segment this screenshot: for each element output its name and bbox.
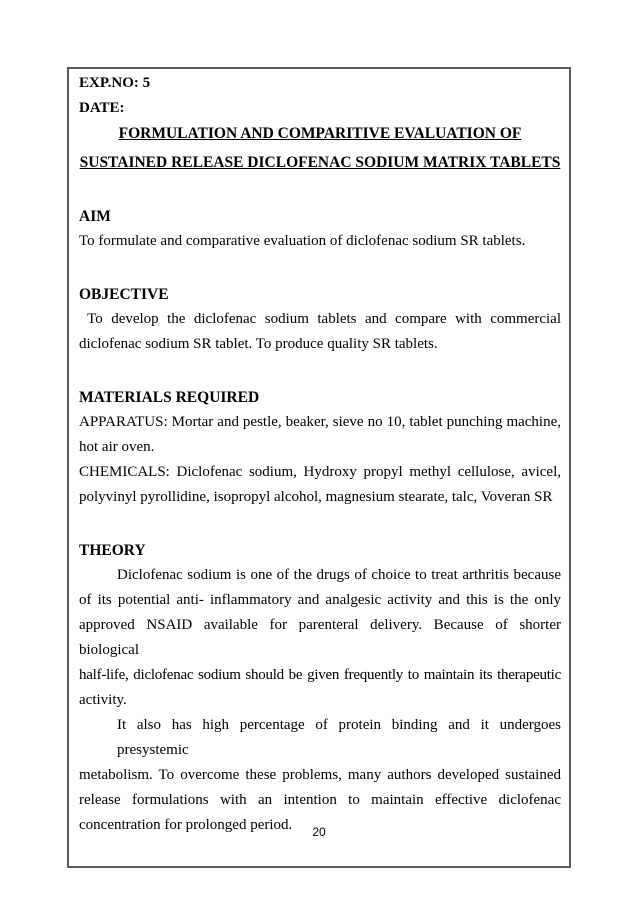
theory-paragraph-1-line-5: activity. bbox=[79, 692, 127, 708]
chemicals-text-line-2: polyvinyl pyrollidine, isopropyl alcohol, magnesium stearate, talc, Voveran SR bbox=[79, 489, 553, 505]
document-body bbox=[79, 71, 561, 838]
aim-heading: AIM bbox=[79, 208, 111, 225]
experiment-number: EXP.NO: 5 bbox=[79, 75, 151, 91]
aim-text: To formulate and comparative evaluation of diclofenac sodium SR tablets. bbox=[79, 233, 526, 249]
date-label: DATE: bbox=[79, 100, 125, 116]
document-title-line-2: SUSTAINED RELEASE DICLOFENAC SODIUM MATRIX TABLETS bbox=[79, 154, 561, 171]
apparatus-text-line-1: APPARATUS: Mortar and pestle, beaker, sieve no 10, tablet punching machine, bbox=[79, 414, 561, 430]
theory-paragraph-1-line-4: half-life, diclofenac sodium should be given frequently to maintain its therapeutic bbox=[79, 667, 561, 683]
theory-paragraph-1-line-1: Diclofenac sodium is one of the drugs of choice to treat arthritis because bbox=[117, 567, 561, 583]
materials-heading: MATERIALS REQUIRED bbox=[79, 389, 260, 406]
document-title-line-1: FORMULATION AND COMPARITIVE EVALUATION OF bbox=[118, 125, 522, 142]
theory-heading: THEORY bbox=[79, 542, 146, 559]
objective-heading: OBJECTIVE bbox=[79, 286, 169, 303]
objective-text-line-2: diclofenac sodium SR tablet. To produce quality SR tablets. bbox=[79, 336, 438, 352]
theory-paragraph-2-line-3: release formulations with an intention to maintain effective diclofenac bbox=[79, 792, 561, 808]
theory-paragraph-1-line-2: of its potential anti- inflammatory and analgesic activity and this is the only bbox=[79, 592, 561, 608]
theory-paragraph-2-line-1: It also has high percentage of protein binding and it undergoes presystemic bbox=[117, 717, 561, 758]
apparatus-text-line-2: hot air oven. bbox=[79, 439, 155, 455]
chemicals-text-line-1: CHEMICALS: Diclofenac sodium, Hydroxy propyl methyl cellulose, avicel, bbox=[79, 464, 561, 480]
theory-paragraph-2-line-4: concentration for prolonged period. bbox=[79, 817, 293, 833]
objective-text-line-1: To develop the diclofenac sodium tablets and compare with commercial bbox=[79, 311, 561, 327]
page-number: 20 bbox=[312, 825, 326, 839]
theory-paragraph-1-line-3: approved NSAID available for parenteral delivery. Because of shorter biological bbox=[79, 617, 561, 658]
theory-paragraph-2-line-2: metabolism. To overcome these problems, many authors developed sustained bbox=[79, 767, 561, 783]
